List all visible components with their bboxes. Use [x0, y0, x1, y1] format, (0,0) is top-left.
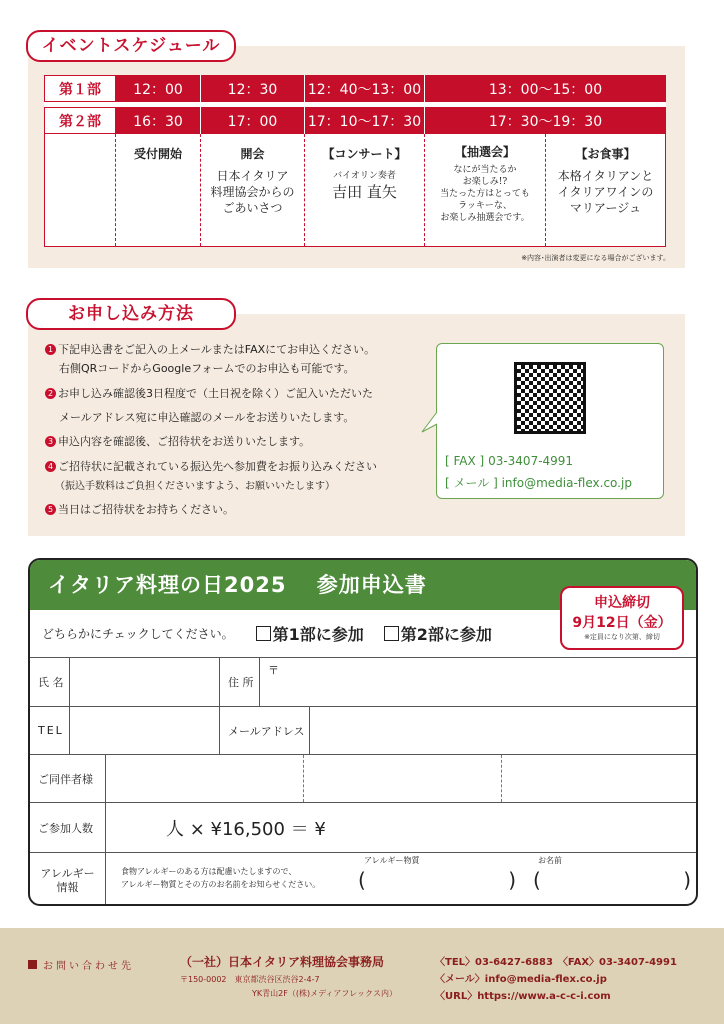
allergy-note-line: アレルギー物質とその方のお名前をお知らせください。: [121, 880, 321, 889]
contact-label-text: お問い合わせ先: [43, 961, 134, 972]
desc-line: イタリアワインの: [557, 185, 654, 199]
org-name: （一社）日本イタリア料理協会事務局: [180, 955, 385, 969]
step-number: 4: [45, 461, 56, 472]
footer-mail[interactable]: 〈メール〉info@media-flex.co.jp: [435, 974, 607, 985]
step-number: 1: [45, 344, 56, 355]
companion-field-3[interactable]: [502, 755, 696, 802]
allergy-substance-label: アレルギー物質: [364, 856, 420, 865]
desc-line: 料理協会からの: [210, 185, 295, 199]
check-prompt: どちらかにチェックしてください。: [42, 627, 234, 641]
desc-lottery: [425, 134, 546, 246]
desc-reception: [116, 134, 201, 246]
time-cell: 16：30: [116, 107, 201, 134]
step-text: 申込内容を確認後、ご招待状をお送りいたします。: [58, 435, 311, 448]
address-label: 住 所: [220, 658, 260, 706]
step-text: 下記申込書をご記入の上メールまたはFAXにてお申込ください。: [58, 343, 376, 356]
form-name-row: [30, 658, 696, 707]
tel-fax-line: 〈TEL〉03-6427-6883 〈FAX〉03-3407-4991: [435, 957, 677, 968]
allergy-label-line2: 情報: [56, 880, 79, 894]
desc-meal: [546, 134, 665, 246]
schedule-table: [44, 75, 666, 247]
step-1: [45, 340, 435, 378]
fax-label: [ FAX ]: [445, 454, 485, 468]
time-cell: 12：30: [201, 75, 305, 102]
deadline-title: 申込締切: [594, 595, 650, 611]
footer-url[interactable]: 〈URL〉https://www.a-c-c-i.com: [435, 991, 611, 1002]
mail-label: [ メール ]: [445, 476, 498, 490]
address-line: 〒150-0002 東京都渋谷区渋谷2-4-7: [180, 975, 320, 984]
tel-field[interactable]: [70, 707, 220, 754]
desc-head: 受付開始: [133, 147, 182, 161]
allergy-note: [121, 865, 320, 891]
option-part1[interactable]: [256, 622, 364, 645]
allergy-label-line1: アレルギー: [40, 866, 95, 880]
contact-bubble: [436, 343, 664, 499]
allergy-area: [106, 853, 696, 906]
desc-empty: [45, 134, 116, 246]
performer-name: 吉田 直矢: [332, 183, 397, 201]
bubble-tail: [420, 410, 438, 438]
allergy-label: [30, 853, 106, 906]
desc-line: お楽しみ抽選会です。: [440, 213, 530, 223]
step-text: ご招待状に記載されている振込先へ参加費をお振り込みください: [58, 460, 377, 473]
companion-label: ご同伴者様: [30, 755, 106, 802]
time-cell: 13：00〜15：00: [488, 81, 603, 98]
form-allergy-row: [30, 853, 696, 906]
allergy-name-label: お名前: [538, 856, 562, 865]
fax-line: [445, 454, 573, 468]
schedule-row-2: [44, 107, 666, 134]
desc-head: 【コンサート】: [322, 147, 407, 161]
time-cell: 17：00: [201, 107, 305, 134]
tel-label: TEL: [30, 707, 70, 754]
companion-field-1[interactable]: [106, 755, 304, 802]
address-line: YK青山2F（(株)メディアフレックス内）: [252, 989, 397, 998]
form-title: イタリア料理の日2025 参加申込書: [48, 573, 427, 597]
desc-opening: [201, 134, 305, 246]
address-field[interactable]: [260, 658, 696, 706]
time-cell: 12：40〜13：00: [305, 75, 425, 102]
checkbox-part1[interactable]: [256, 626, 271, 641]
desc-line: お楽しみ!?: [462, 177, 508, 187]
name-label: 氏 名: [30, 658, 70, 706]
step-number: 2: [45, 388, 56, 399]
desc-head: 開会: [240, 147, 265, 161]
step-text: お申し込み確認後3日程度で（土日祝を除く）ご記入いただいた: [58, 387, 373, 400]
step-text: 当日はご招待状をお持ちください。: [58, 503, 234, 516]
square-icon: [28, 960, 37, 969]
schedule-tag: イベントスケジュール: [26, 30, 236, 62]
count-formula: 人 × ¥16,500 ＝ ¥: [166, 818, 326, 840]
email-label: メールアドレス: [220, 707, 310, 754]
desc-line: 本格イタリアンと: [557, 169, 654, 183]
footer: [0, 928, 724, 1024]
desc-line: なにが当たるか: [453, 165, 517, 175]
step-text: メールアドレス宛に申込確認のメールをお送りいたします。: [59, 411, 355, 424]
form-tel-row: [30, 707, 696, 755]
option-part1-label: 第1部に参加: [272, 625, 364, 644]
step-2: [45, 382, 435, 430]
deadline-note: ※定員になり次第、締切: [584, 633, 660, 641]
qr-code-image[interactable]: [514, 362, 586, 434]
apply-tag: お申し込み方法: [26, 298, 236, 330]
step-text: （振込手数料はご負担くださいますよう、お願いいたします）: [55, 481, 335, 492]
desc-concert: [305, 134, 425, 246]
desc-line: 日本イタリア: [216, 169, 289, 183]
count-field[interactable]: [106, 803, 696, 852]
schedule-note: ※内容･出演者は変更になる場合がございます。: [521, 254, 670, 262]
desc-sub: バイオリン奏者: [333, 171, 396, 181]
apply-steps: [45, 340, 435, 522]
step-5: [45, 498, 435, 522]
mail-line: [445, 474, 632, 491]
desc-line: ラッキーな、: [458, 201, 512, 211]
step-number: 3: [45, 436, 56, 447]
option-part2[interactable]: [384, 622, 492, 645]
allergy-note-line: 食物アレルギーのある方は配慮いたしますので、: [121, 867, 297, 876]
allergy-substance-field[interactable]: ( ): [358, 868, 516, 892]
time-cell: 12：00: [116, 75, 201, 102]
postal-mark: 〒: [268, 664, 279, 677]
deadline-date: 9月12日（金）: [572, 615, 672, 631]
form-companion-row: [30, 755, 696, 803]
desc-line: 当たった方はとっても: [440, 189, 530, 199]
step-number: 5: [45, 504, 56, 515]
checkbox-part2[interactable]: [384, 626, 399, 641]
deadline-badge: [560, 586, 684, 650]
desc-head: 【抽選会】: [454, 145, 515, 159]
desc-line: マリアージュ: [569, 201, 642, 215]
row-label: 第１部: [44, 75, 116, 102]
form-count-row: [30, 803, 696, 853]
row-label: 第２部: [44, 107, 116, 134]
schedule-row-1: [44, 75, 666, 102]
time-cell: 17：30〜19：30: [488, 113, 603, 130]
contact-label: [28, 957, 134, 972]
time-cell: 17：10〜17：30: [305, 107, 425, 134]
desc-head: 【お食事】: [575, 147, 636, 161]
email-field[interactable]: [310, 707, 696, 754]
allergy-name-field[interactable]: ( ): [533, 868, 691, 892]
mail-address[interactable]: info@media-flex.co.jp: [501, 476, 632, 490]
step-text: 右側QRコードからGoogleフォームでのお申込も可能です。: [59, 362, 355, 375]
schedule-descriptions: [44, 134, 666, 247]
step-4: [45, 457, 435, 496]
name-field[interactable]: [70, 658, 220, 706]
count-label: ご参加人数: [30, 803, 106, 852]
desc-line: ごあいさつ: [222, 201, 283, 215]
fax-number: 03-3407-4991: [488, 454, 574, 468]
step-3: [45, 430, 435, 454]
option-part2-label: 第2部に参加: [400, 625, 492, 644]
companion-field-2[interactable]: [304, 755, 502, 802]
